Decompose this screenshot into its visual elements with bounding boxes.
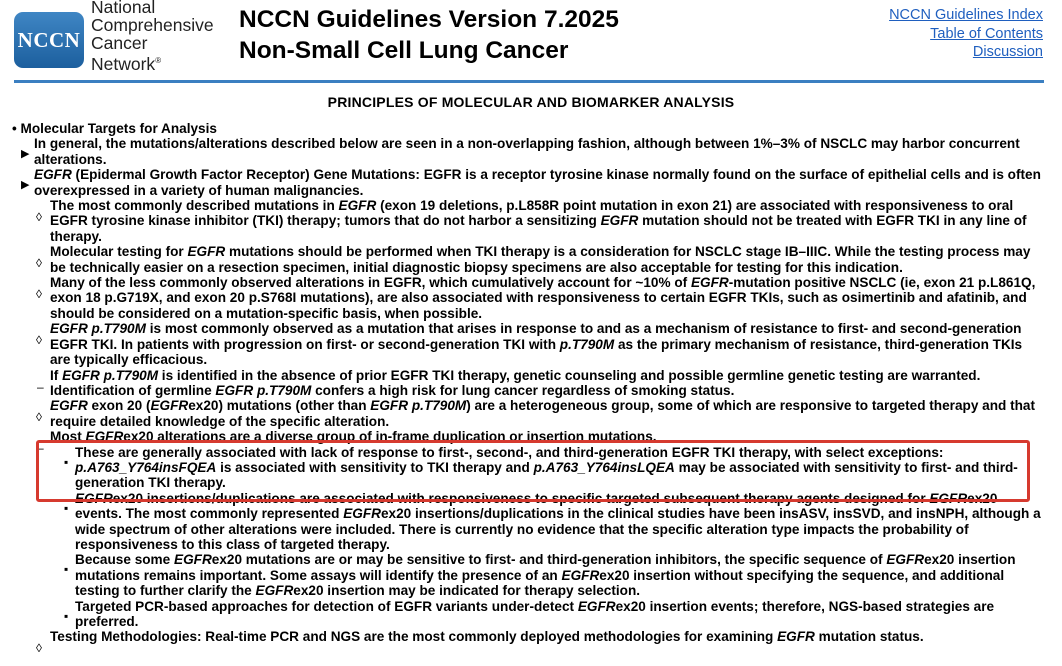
list-item: ▶ In general, the mutations/alterations described below are seen in a non-overlapping fashion, although between 1%–3% of NSCLC may harbor concurrent alterations. (21, 136, 1020, 167)
diamond-marker-icon: ◊ (36, 256, 42, 271)
header-links (889, 6, 1043, 62)
section-title: PRINCIPLES OF MOLECULAR AND BIOMARKER ANALYSIS (327, 94, 735, 110)
header-divider (14, 80, 1044, 83)
logo-abbrev: NCCN (17, 27, 81, 52)
list-item: ◊ The most commonly described mutations in EGFR (exon 19 deletions, p.L858R point mutation in exon 21) are associated with responsiveness to oral EGFR tyrosine kinase inhibitor (TKI) therapy; tumors that do not harbor a sensitizing EGFR mutation should not be treated with EGFR TKI in any line of therapy. (36, 198, 1027, 244)
list-item: ▪ EGFRex20 insertions/duplications are associated with responsiveness to specific targeted subsequent therapy agents designed for EGFRex20 events. The most commonly represented EGFRex20 insertions/duplications in the clinical studies have been insASV, insSVD, and insNPH, although a wide spectrum of other alterations were included. There is currently no evidence that the specific alteration type impacts the probability of responsiveness to this class of targeted therapy. (64, 490, 1041, 552)
list-item: • Molecular Targets for Analysis (12, 121, 217, 136)
diamond-marker-icon: ◊ (36, 641, 42, 656)
guideline-body (12, 121, 1044, 656)
square-marker-icon: ▪ (64, 562, 69, 577)
diamond-marker-icon: ◊ (36, 410, 42, 425)
list-item: – Most EGFRex20 alterations are a diverse group of in-frame duplication or insertion mutations. (37, 429, 657, 456)
nccn-logo (14, 12, 84, 68)
logo-line: Cancer (91, 33, 148, 53)
page-header (0, 0, 1062, 80)
guidelines-index-link[interactable]: NCCN Guidelines Index (889, 7, 1043, 23)
table-of-contents-link[interactable]: Table of Contents (930, 25, 1043, 42)
diamond-marker-icon: ◊ (36, 210, 42, 225)
guideline-version: NCCN Guidelines Version 7.2025 (239, 6, 619, 33)
arrow-marker-icon: ▶ (21, 148, 30, 161)
square-marker-icon: ▪ (64, 500, 69, 515)
list-item: ◊ Testing Methodologies: Real-time PCR and NGS are the most commonly deployed methodologies for examining EGFR mutation status. (36, 629, 924, 656)
bullet-marker: • (12, 121, 17, 136)
arrow-marker-icon: ▶ (21, 179, 30, 192)
logo-line: Network® (91, 53, 162, 74)
list-item: ▪ Because some EGFRex20 mutations are or may be sensitive to first- and third-generation inhibitors, the specific sequence of EGFRex20 insertion mutations remains important. Some assays will identify the presence of an EGFRex20 insertion without specifying the sequence, and additional testing to further clarify the EGFRex20 insertion may be indicated for therapy selection. (64, 552, 1016, 599)
list-item: ◊ EGFR exon 20 (EGFRex20) mutations (other than EGFR p.T790M) are a heterogeneous group, some of which are responsive to targeted therapy and that require detailed knowledge of the specific alteration. (36, 398, 1036, 429)
registered-mark: ® (155, 56, 162, 65)
list-item: ◊ EGFR p.T790M is most commonly observed as a mutation that arises in response to and as a mechanism of resistance to first- and second-generation EGFR TKI. In patients with progression on first- or second-generation TKI with p.T790M as the primary mechanism of resistance, third-generation TKIs are typically efficacious. (36, 321, 1023, 368)
square-marker-icon: ▪ (64, 608, 69, 623)
list-item: ◊ Molecular testing for EGFR mutations should be performed when TKI therapy is a consideration for NSCLC stage IB–IIIC. While the testing process may be technically easier on a resection specimen, initial diagnostic biopsy specimens are also acceptable for testing for this indication. (36, 244, 1031, 275)
page-title (239, 4, 619, 66)
dash-marker: – (37, 441, 44, 456)
diamond-marker-icon: ◊ (36, 333, 42, 348)
guideline-topic: Non-Small Cell Lung Cancer (239, 37, 569, 64)
diamond-marker-icon: ◊ (36, 287, 42, 302)
list-item: ▪ Targeted PCR-based approaches for detection of EGFR variants under-detect EGFRex20 insertion events; therefore, NGS-based strategies are preferred. (64, 598, 995, 629)
list-item: ▶ EGFR (Epidermal Growth Factor Receptor) Gene Mutations: EGFR is a receptor tyrosine kinase normally found on the surface of epithelial cells and is often overexpressed in a variety of human malignancies. (21, 167, 1041, 198)
list-item: ◊ Many of the less commonly observed alterations in EGFR, which cumulatively account for ~10% of EGFR-mutation positive NSCLC (ie, exon 21 p.L861Q, exon 18 p.G719X, and exon 20 p.S768I mutations), are also associated with responsiveness to certain EGFR TKIs, such as osimertinib and afatinib, and should be considered on a mutation-specific basis, when possible. (36, 275, 1036, 321)
logo-line: National (91, 0, 156, 17)
square-marker-icon: ▪ (64, 454, 69, 469)
logo-wordmark (91, 0, 214, 73)
logo-line: Comprehensive (91, 15, 214, 35)
discussion-link[interactable]: Discussion (972, 44, 1043, 60)
list-item: – If EGFR p.T790M is identified in the absence of prior EGFR TKI therapy, genetic counseling and possible germline genetic testing are warranted. Identification of germline EGFR p.T790M confers a high risk for lung cancer regardless of smoking status. (37, 367, 981, 398)
list-item: ▪ These are generally associated with lack of response to first-, second-, and third-generation EGFR TKI therapy, with select exceptions: p.A763_Y764insFQEA is associated with sensitivity to TKI therapy and p.A763_Y764insLQEA may be associated with sensitivity to first- and third-generation TKI therapy. (64, 444, 1018, 491)
dash-marker: – (37, 379, 44, 394)
